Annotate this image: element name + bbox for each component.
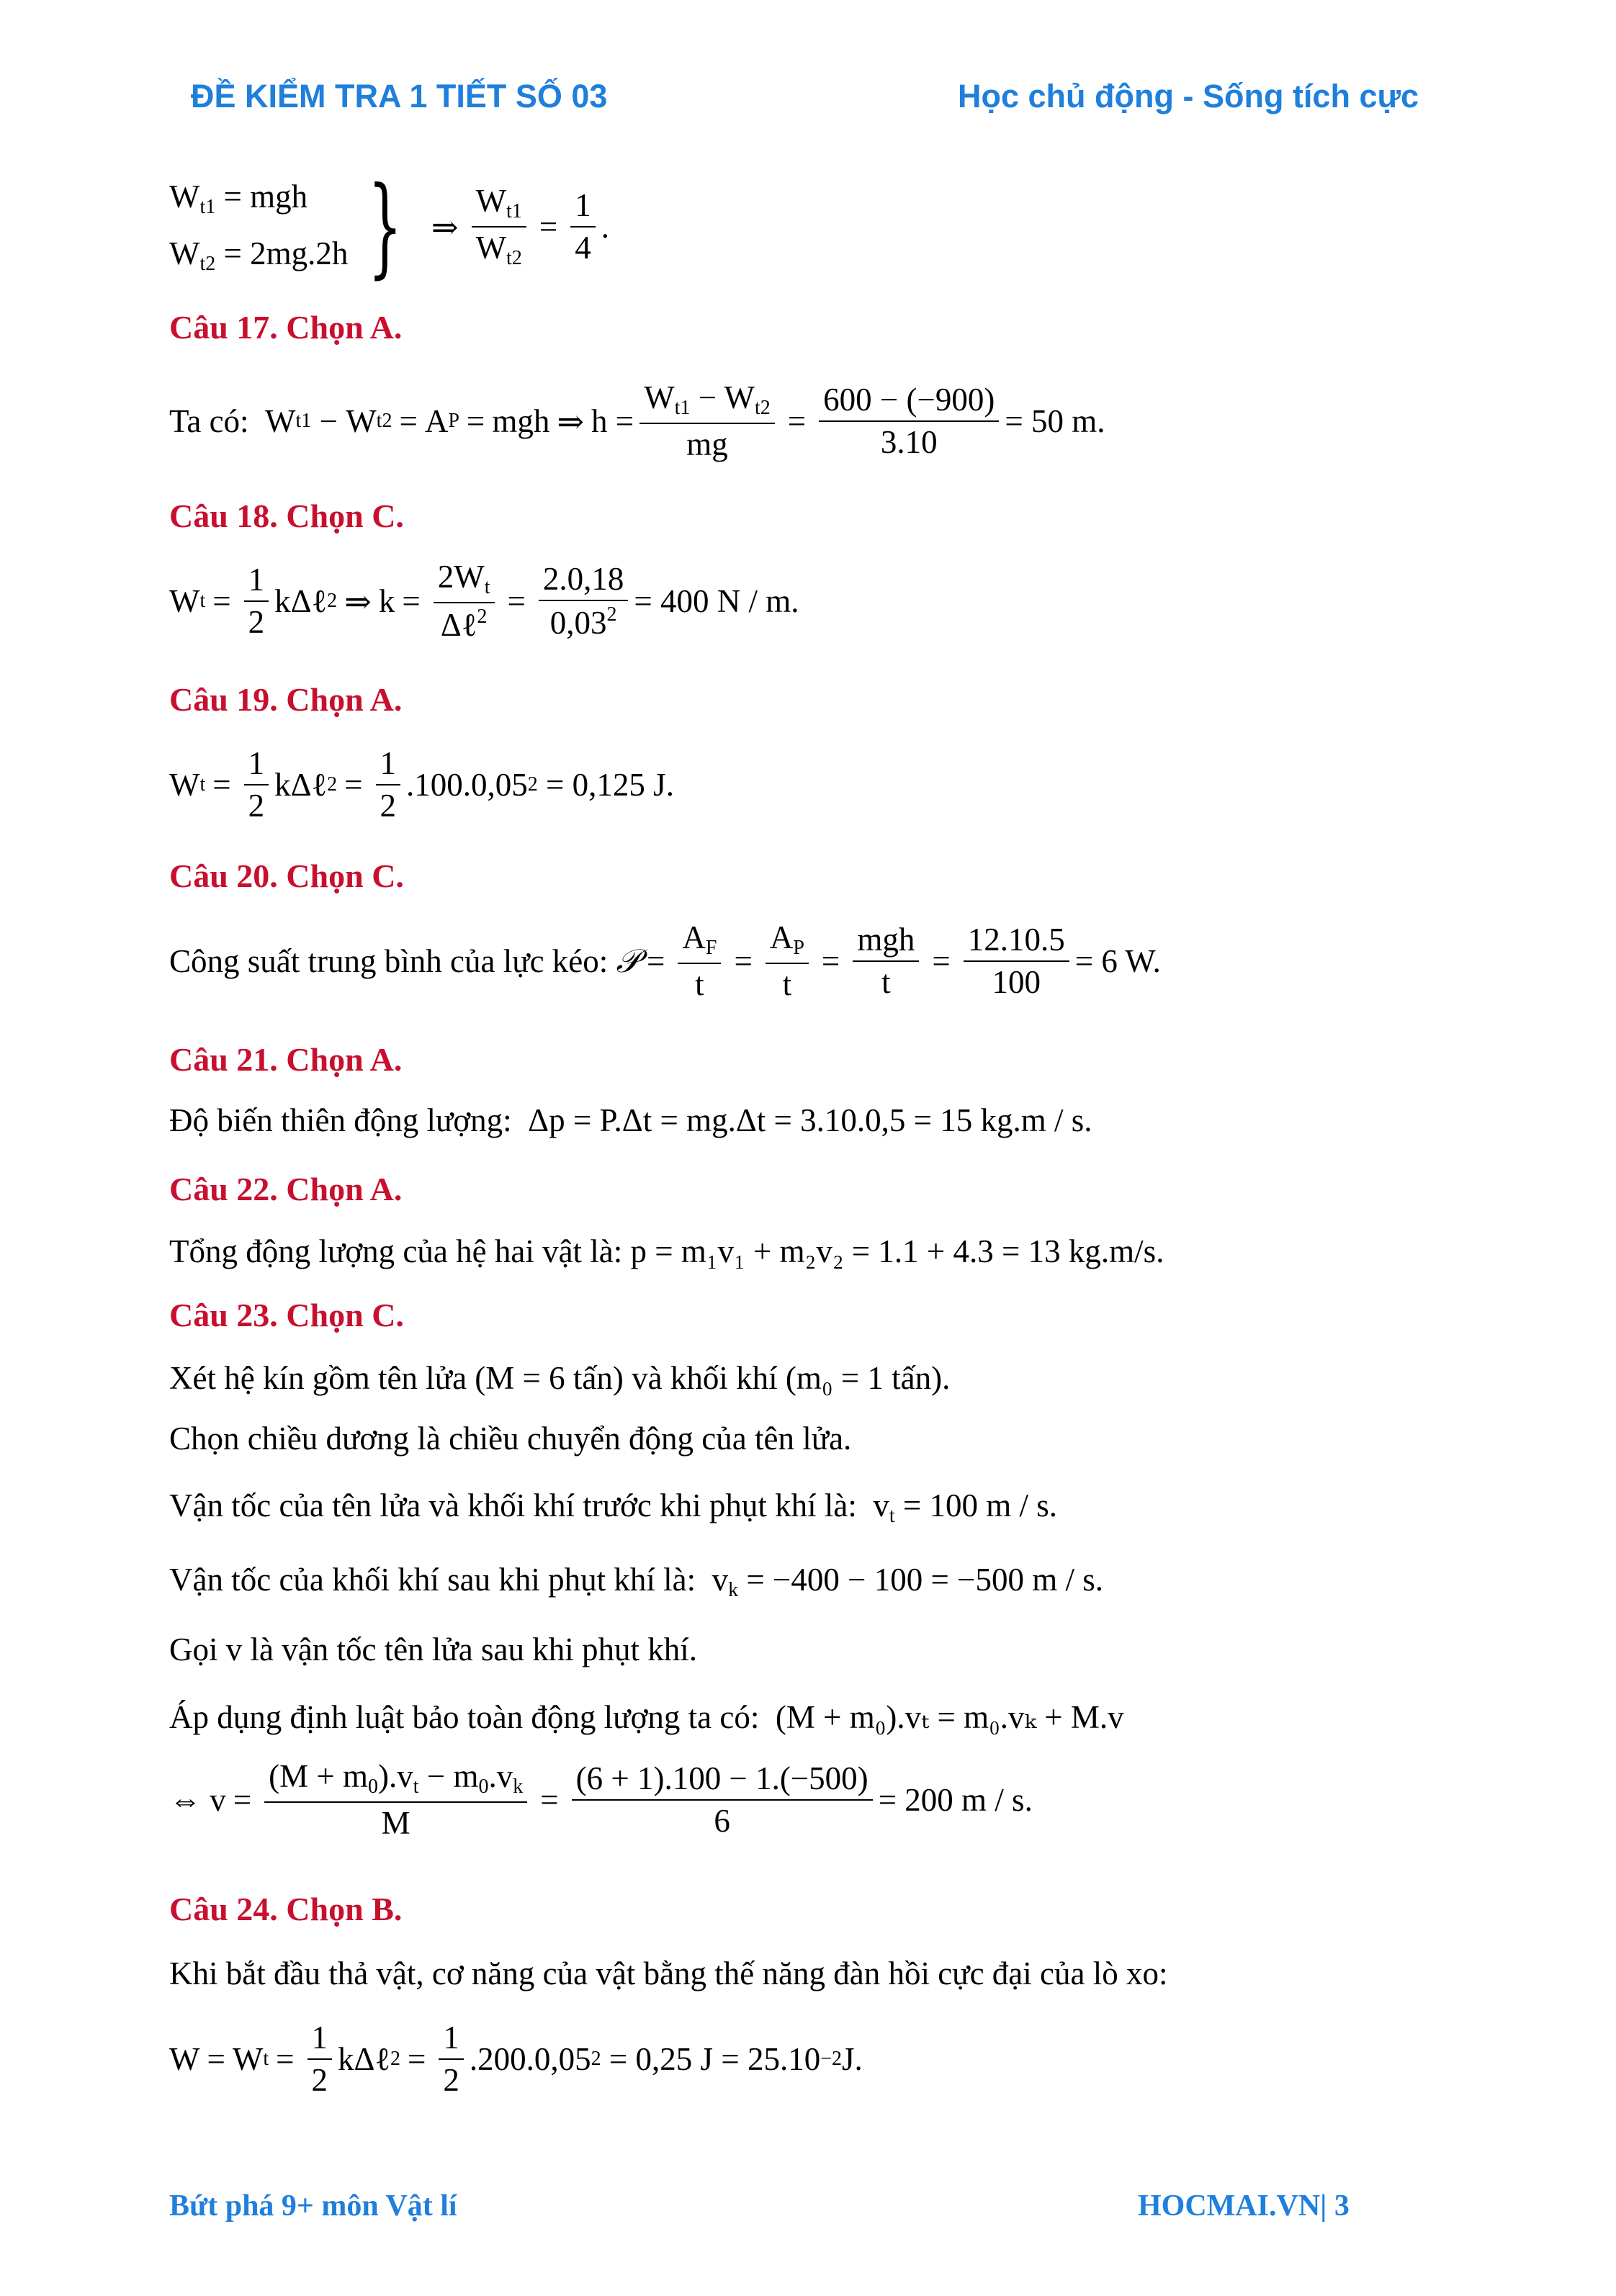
footer-right: HOCMAI.VN| 3 xyxy=(1138,2189,1350,2223)
right-brace-icon: } xyxy=(368,164,403,289)
question-20-title: Câu 20. Chọn C. xyxy=(169,857,404,894)
q23-line-2: Chọn chiều dương là chiều chuyển động của tên lửa. xyxy=(169,1421,852,1457)
q23-line-4: Vận tốc của khối khí sau khi phụt khí là: $v_k = -400 - 100 = -500$ m / s. xyxy=(169,1562,1104,1601)
q21-line: Độ biến thiên động lượng: Δp = P.Δt = mg.Δt = 3.10.0,5 = 15 kg.m / s. xyxy=(169,1102,1092,1138)
question-19-title: Câu 19. Chọn A. xyxy=(169,681,403,718)
q24-line: Khi bắt đầu thả vật, cơ năng của vật bằng thế năng đàn hồi cực đại của lò xo: xyxy=(169,1955,1168,1991)
intro-value: $\frac{1}{4}$ xyxy=(570,188,596,266)
header-right: Học chủ động - Sống tích cực xyxy=(958,78,1419,114)
q23-line-1: Xét hệ kín gồm tên lửa (M = 6 tấn) và khối khí (m₀ = 1 tấn). xyxy=(169,1360,951,1396)
intro-ratio: $\frac{W_{t1}}{W_{t2}}$ xyxy=(472,184,526,270)
implies-icon: ⇒ xyxy=(431,209,459,246)
eq-20: Công suất trung bình của lực kéo: 𝒫 = $\frac{A_F}{t}$ = $\frac{A_P}{t}$ = mgh t = $\frac{12.10.5}{100}$ = 6 W. xyxy=(169,919,1161,1002)
eq-23: ⇔ v = $\frac{(M + m_0).v_t - m_0.v_k}{M}$ = $\frac{(6 + 1).100 - 1.(-500)}{6}$ = 200 m / s. xyxy=(169,1757,1033,1841)
question-22-title: Câu 22. Chọn A. xyxy=(169,1171,403,1207)
q23-line-5: Gọi v là vận tốc tên lửa sau khi phụt khí. xyxy=(169,1631,698,1667)
footer-left: Bứt phá 9+ môn Vật lí xyxy=(169,2189,457,2223)
question-24-title: Câu 24. Chọn B. xyxy=(169,1891,403,1927)
eq-18: W t = $\frac{1}{2}$ kΔℓ 2 ⇒ k = $2W_t$ Δℓ$^2$ = $\frac{2.0,18}{0,03^2}$ = 400 N / m. xyxy=(169,558,799,643)
intro-line-1: $W_{t1}$ = mgh xyxy=(169,179,308,218)
eq-17: Ta có: W t1 − W t2 = A P = mgh ⇒ h = $\frac{W_{t1} - W_{t2}}{mg}$ = $\frac{600 - (-900)}{3.10}$ = 50 m. xyxy=(169,379,1105,462)
intro-system: $W_{t1}$ = mgh $W_{t2} = 2mg.2h$ } ⇒ $\frac{W_{t1}}{W_{t2}}$ = $\frac{1}{4}$ . xyxy=(169,164,609,289)
eq-24: W = W t = $\frac{1}{2}$ kΔℓ 2 = $\frac{1}{2}$ .200.0,05 2 = 0,25 J = 25.10 −2 J. xyxy=(169,2019,863,2098)
q23-line-6: Áp dụng định luật bảo toàn động lượng ta có: (M + m₀).vₜ = m₀.vₖ + M.v xyxy=(169,1699,1124,1735)
eq-19: W t = $\frac{1}{2}$ kΔℓ 2 = $\frac{1}{2}$ .100.0,05 2 = 0,125 J. xyxy=(169,744,674,824)
question-18-title: Câu 18. Chọn C. xyxy=(169,498,404,534)
intro-line-2: $W_{t2} = 2mg.2h$ xyxy=(169,235,349,275)
question-21-title: Câu 21. Chọn A. xyxy=(169,1041,403,1078)
q22-line: Tổng động lượng của hệ hai vật là: p = m₁v₁ + m₂v₂ = 1.1 + 4.3 = 13 kg.m/s. xyxy=(169,1233,1164,1269)
header-left: ĐỀ KIỂM TRA 1 TIẾT SỐ 03 xyxy=(191,78,608,114)
question-23-title: Câu 23. Chọn C. xyxy=(169,1297,404,1333)
q23-line-3: Vận tốc của tên lửa và khối khí trước khi phụt khí là: $v_t = 100$ m / s. xyxy=(169,1487,1058,1527)
question-17-title: Câu 17. Chọn A. xyxy=(169,309,403,346)
